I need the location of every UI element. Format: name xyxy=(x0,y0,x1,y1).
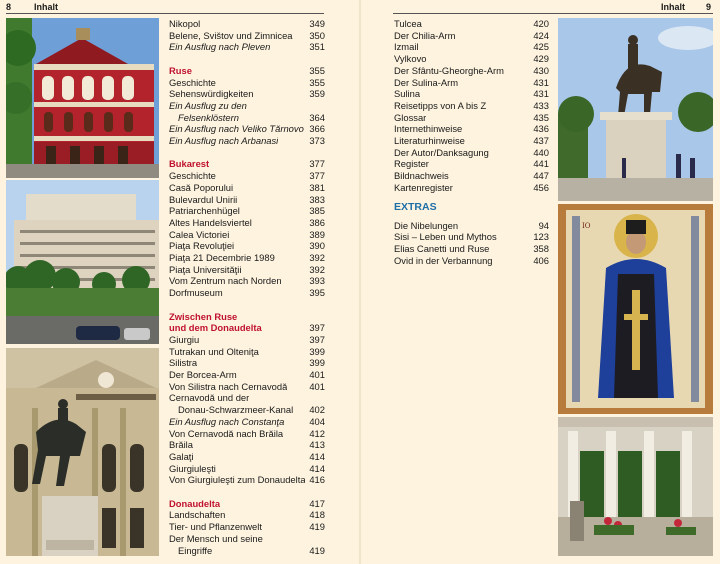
toc-entry-page: 419 xyxy=(309,544,325,556)
toc-entry-page: 390 xyxy=(309,240,325,252)
toc-entry[interactable] xyxy=(394,112,549,124)
toc-entry-page: 373 xyxy=(309,135,325,147)
toc-section-heading[interactable] xyxy=(169,498,325,510)
toc-entry[interactable] xyxy=(169,41,325,53)
toc-entry-page: 433 xyxy=(533,99,549,111)
toc-entry-title: Der Sfântu-Gheorghe-Arm xyxy=(394,64,504,76)
toc-entry[interactable] xyxy=(169,346,325,358)
toc-entry-title: Vom Zentrum nach Norden xyxy=(169,275,282,287)
toc-entry-page: 355 xyxy=(309,64,325,76)
toc-entry-page: 414 xyxy=(309,462,325,474)
toc-entry-title: Ein Ausflug nach Veliko Tărnovo xyxy=(169,123,304,135)
toc-entry-title: Internethinweise xyxy=(394,123,463,135)
toc-entry[interactable] xyxy=(169,428,325,440)
toc-entry[interactable] xyxy=(394,147,549,159)
toc-entry-title: Piaţa Revoluţiei xyxy=(169,240,235,252)
toc-entry[interactable] xyxy=(169,416,325,428)
toc-entry-page xyxy=(321,533,325,545)
toc-entry-page: 431 xyxy=(533,88,549,100)
toc-entry-page: 419 xyxy=(309,521,325,533)
toc-entry-page: 437 xyxy=(533,135,549,147)
toc-entry-page: 383 xyxy=(309,193,325,205)
palace-of-parliament-icon xyxy=(6,180,159,344)
toc-entry[interactable] xyxy=(169,287,325,299)
toc-entry-title: Der Mensch und seine xyxy=(169,532,263,544)
toc-entry-title: Ein Ausflug zu den xyxy=(169,99,247,111)
toc-entry-title: Patriarchenhügel xyxy=(169,205,240,217)
toc-entry-title: Sulina xyxy=(394,88,421,100)
toc-entry[interactable] xyxy=(169,533,325,545)
toc-entry[interactable] xyxy=(394,18,549,30)
toc-entry-page: 392 xyxy=(309,263,325,275)
toc-entry[interactable] xyxy=(394,41,549,53)
toc-entry[interactable] xyxy=(394,65,549,77)
toc-entry-page: 359 xyxy=(309,88,325,100)
toc-entry-title: und dem Donaudelta xyxy=(169,322,262,334)
toc-entry-title: Bildnachweis xyxy=(394,170,449,182)
svg-text:ΙΟ: ΙΟ xyxy=(582,222,591,230)
saint-icon-painting-icon xyxy=(558,204,713,414)
toc-entry-page: 381 xyxy=(309,181,325,193)
toc-entry-title: Belene, Svištov und Zimnicea xyxy=(169,29,293,41)
toc-entry[interactable] xyxy=(169,404,325,416)
toc-entry-title: Giurgiuleşti xyxy=(169,462,216,474)
toc-entry[interactable] xyxy=(169,217,325,229)
toc-entry[interactable] xyxy=(169,205,325,217)
toc-entry-page: 349 xyxy=(309,18,325,29)
toc-entry-page: 399 xyxy=(309,345,325,357)
toc-entry-page: 447 xyxy=(533,170,549,182)
toc-entry-page: 366 xyxy=(309,123,325,135)
toc-entry-page: 401 xyxy=(309,380,325,392)
toc-entry[interactable] xyxy=(394,30,549,42)
toc-entry-page: 399 xyxy=(309,357,325,369)
toc-entry-page xyxy=(321,100,325,112)
toc-entry[interactable] xyxy=(169,194,325,206)
toc-entry-title: Tier- und Pflanzenwelt xyxy=(169,521,262,533)
toc-entry-title: Literaturhinweise xyxy=(394,135,465,147)
toc-entry-page: 424 xyxy=(533,29,549,41)
red-opera-building-icon xyxy=(6,18,159,178)
toc-entry-page: 425 xyxy=(533,41,549,53)
toc-entry[interactable] xyxy=(394,53,549,65)
toc-entry-page: 94 xyxy=(538,219,549,231)
toc-entry[interactable] xyxy=(394,77,549,89)
toc-entry-title: Nikopol xyxy=(169,18,201,29)
toc-entry-title: Sisi – Leben und Mythos xyxy=(394,231,497,243)
toc-entry-page: 441 xyxy=(533,158,549,170)
toc-entry[interactable] xyxy=(394,255,549,267)
toc-entry-title: Bukarest xyxy=(169,158,210,170)
toc-entry-title: Geschichte xyxy=(169,76,216,88)
equestrian-statue-university-icon xyxy=(6,348,159,556)
toc-entry-page: 385 xyxy=(309,205,325,217)
toc-entry-title: Von Cernavodă nach Brăila xyxy=(169,427,284,439)
toc-entry-page: 395 xyxy=(309,287,325,299)
toc-entry-page: 358 xyxy=(533,242,549,254)
toc-entry-title: Kartenregister xyxy=(394,181,453,193)
toc-entry-page xyxy=(321,392,325,404)
toc-spacer xyxy=(169,53,325,65)
toc-section-heading[interactable] xyxy=(169,65,325,77)
toc-entry[interactable] xyxy=(169,229,325,241)
toc-entry-title: Der Borcea-Arm xyxy=(169,369,237,381)
toc-entry[interactable] xyxy=(169,451,325,463)
left-page-number: 8 xyxy=(6,2,12,12)
toc-entry-page: 402 xyxy=(309,404,325,416)
toc-entry-page: 440 xyxy=(533,146,549,158)
toc-entry[interactable] xyxy=(394,243,549,255)
toc-entry-page: 418 xyxy=(309,509,325,521)
toc-entry-title: Geschichte xyxy=(169,170,216,182)
toc-entry-page: 364 xyxy=(309,111,325,123)
toc-entry-title: Piaţa 21 Decembrie 1989 xyxy=(169,252,275,264)
toc-entry[interactable] xyxy=(169,357,325,369)
toc-spacer xyxy=(169,486,325,498)
toc-entry[interactable] xyxy=(394,220,549,232)
toc-right-list xyxy=(394,18,549,194)
toc-entry-page: 355 xyxy=(309,76,325,88)
toc-entry-page: 393 xyxy=(309,275,325,287)
toc-entry[interactable] xyxy=(394,123,549,135)
toc-entry[interactable] xyxy=(169,463,325,475)
toc-entry-page: 392 xyxy=(309,252,325,264)
toc-entry[interactable] xyxy=(169,182,325,194)
toc-entry-title: Reisetipps von A bis Z xyxy=(394,99,487,111)
toc-entry-page: 397 xyxy=(309,322,325,334)
toc-section-heading[interactable] xyxy=(169,158,325,170)
toc-entry-title: Ruse xyxy=(169,64,192,76)
toc-entry-page: 401 xyxy=(309,369,325,381)
toc-entry[interactable] xyxy=(169,123,325,135)
toc-entry-page: 456 xyxy=(533,181,549,193)
toc-entry-title: Ein Ausflug nach Pleven xyxy=(169,41,271,53)
toc-entry-title: Von Giurgiuleşti zum Donaudelta xyxy=(169,474,306,486)
toc-entry-title: Glossar xyxy=(394,111,427,123)
toc-entry-page: 404 xyxy=(309,415,325,427)
toc-entry[interactable] xyxy=(169,18,325,30)
toc-entry[interactable] xyxy=(169,369,325,381)
toc-entry[interactable] xyxy=(169,334,325,346)
toc-entry-title: Sehenswürdigkeiten xyxy=(169,88,254,100)
toc-entry[interactable] xyxy=(169,509,325,521)
toc-entry-title: Giurgiu xyxy=(169,333,200,345)
toc-entry-title: Landschaften xyxy=(169,509,226,521)
toc-entry[interactable] xyxy=(394,231,549,243)
toc-entry[interactable] xyxy=(169,474,325,486)
toc-spacer xyxy=(169,299,325,311)
book-spine xyxy=(359,0,361,564)
toc-entry-page: 386 xyxy=(309,216,325,228)
toc-entry[interactable] xyxy=(169,112,325,124)
toc-section-heading[interactable] xyxy=(169,322,325,334)
toc-entry-title: Donau-Schwarzmeer-Kanal xyxy=(178,404,294,416)
toc-entry-page: 377 xyxy=(309,158,325,170)
toc-entry[interactable] xyxy=(394,88,549,100)
toc-entry-page: 435 xyxy=(533,111,549,123)
toc-entry-page: 416 xyxy=(309,474,325,486)
toc-entry-title: Zwischen Ruse xyxy=(169,310,238,322)
toc-entry-title: Eingriffe xyxy=(178,544,213,556)
toc-entry-page: 417 xyxy=(309,497,325,509)
toc-entry-title: Brăila xyxy=(169,439,193,451)
toc-entry-page: 123 xyxy=(533,231,549,243)
toc-entry-page: 430 xyxy=(533,64,549,76)
left-running-title: Inhalt xyxy=(34,2,58,12)
toc-entry-page: 377 xyxy=(309,170,325,182)
toc-entry[interactable] xyxy=(169,545,325,557)
toc-entry-title: Ein Ausflug nach Constanţa xyxy=(169,415,285,427)
toc-entry-title: Casă Poporului xyxy=(169,181,234,193)
toc-entry[interactable] xyxy=(394,135,549,147)
toc-entry[interactable] xyxy=(169,100,325,112)
toc-entry[interactable] xyxy=(169,77,325,89)
toc-entry[interactable] xyxy=(169,381,325,393)
toc-entry-page: 350 xyxy=(309,29,325,41)
toc-entry[interactable] xyxy=(169,275,325,287)
toc-entry-title: Ein Ausflug nach Arbanasi xyxy=(169,135,279,147)
toc-entry-title: Von Silistra nach Cernavodă xyxy=(169,380,288,392)
toc-entry-title: Calea Victoriei xyxy=(169,228,230,240)
toc-entry[interactable] xyxy=(169,521,325,533)
toc-entry-title: Galaţi xyxy=(169,450,194,462)
toc-entry-title: Cernavodă und der xyxy=(169,392,250,404)
toc-entry-page: 413 xyxy=(309,439,325,451)
toc-entry-page xyxy=(321,311,325,323)
toc-entry-title: Vylkovo xyxy=(394,53,427,65)
toc-entry-title: Ovid in der Verbannung xyxy=(394,254,493,266)
toc-section-heading[interactable] xyxy=(169,311,325,323)
toc-entry-title: Tutrakan und Olteniţa xyxy=(169,345,259,357)
toc-entry[interactable] xyxy=(169,135,325,147)
toc-entry-page: 436 xyxy=(533,123,549,135)
toc-entry-page: 420 xyxy=(533,18,549,29)
toc-entry[interactable] xyxy=(169,88,325,100)
right-running-title: Inhalt xyxy=(661,2,685,12)
toc-entry-title: Die Nibelungen xyxy=(394,219,459,231)
toc-entry-page: 397 xyxy=(309,333,325,345)
toc-entry-title: Donaudelta xyxy=(169,497,221,509)
toc-entry[interactable] xyxy=(394,158,549,170)
toc-entry-page: 351 xyxy=(309,41,325,53)
toc-entry-page: 429 xyxy=(533,53,549,65)
toc-entry-title: Der Chilia-Arm xyxy=(394,29,456,41)
toc-entry[interactable] xyxy=(169,264,325,276)
toc-entry-title: Izmail xyxy=(394,41,419,53)
toc-entry-title: Altes Handelsviertel xyxy=(169,216,252,228)
toc-entry[interactable] xyxy=(394,100,549,112)
toc-entry[interactable] xyxy=(394,170,549,182)
right-header-rule xyxy=(393,13,713,14)
toc-entry-title: Dorfmuseum xyxy=(169,287,223,299)
toc-entry-title: Der Autor/Danksagung xyxy=(394,146,489,158)
toc-entry-title: Bulevardul Unirii xyxy=(169,193,238,205)
extras-list xyxy=(394,220,549,267)
toc-entry[interactable] xyxy=(169,252,325,264)
toc-left-column xyxy=(169,18,325,556)
monastery-courtyard-icon xyxy=(558,417,713,556)
toc-entry-title: Tulcea xyxy=(394,18,422,29)
toc-entry[interactable] xyxy=(394,182,549,194)
left-header-rule xyxy=(6,13,324,14)
right-page-number: 9 xyxy=(706,2,712,12)
toc-right-column xyxy=(394,18,549,266)
toc-entry-page: 412 xyxy=(309,427,325,439)
toc-entry-page: 389 xyxy=(309,228,325,240)
toc-entry[interactable] xyxy=(169,240,325,252)
toc-entry[interactable] xyxy=(169,392,325,404)
toc-entry[interactable] xyxy=(169,439,325,451)
toc-entry-title: Register xyxy=(394,158,429,170)
toc-entry-title: Der Sulina-Arm xyxy=(394,76,459,88)
toc-entry[interactable] xyxy=(169,30,325,42)
toc-spacer xyxy=(169,147,325,159)
toc-entry-title: Silistra xyxy=(169,357,198,369)
toc-entry-title: Elias Canetti und Ruse xyxy=(394,242,490,254)
equestrian-statue-square-icon xyxy=(558,18,713,201)
toc-entry-page: 406 xyxy=(533,254,549,266)
toc-entry-page: 431 xyxy=(533,76,549,88)
toc-entry-page: 414 xyxy=(309,450,325,462)
toc-entry[interactable] xyxy=(169,170,325,182)
extras-heading: EXTRAS xyxy=(394,200,437,213)
toc-entry-title: Felsenklöstern xyxy=(178,111,239,123)
toc-entry-title: Piaţa Universităţii xyxy=(169,263,242,275)
